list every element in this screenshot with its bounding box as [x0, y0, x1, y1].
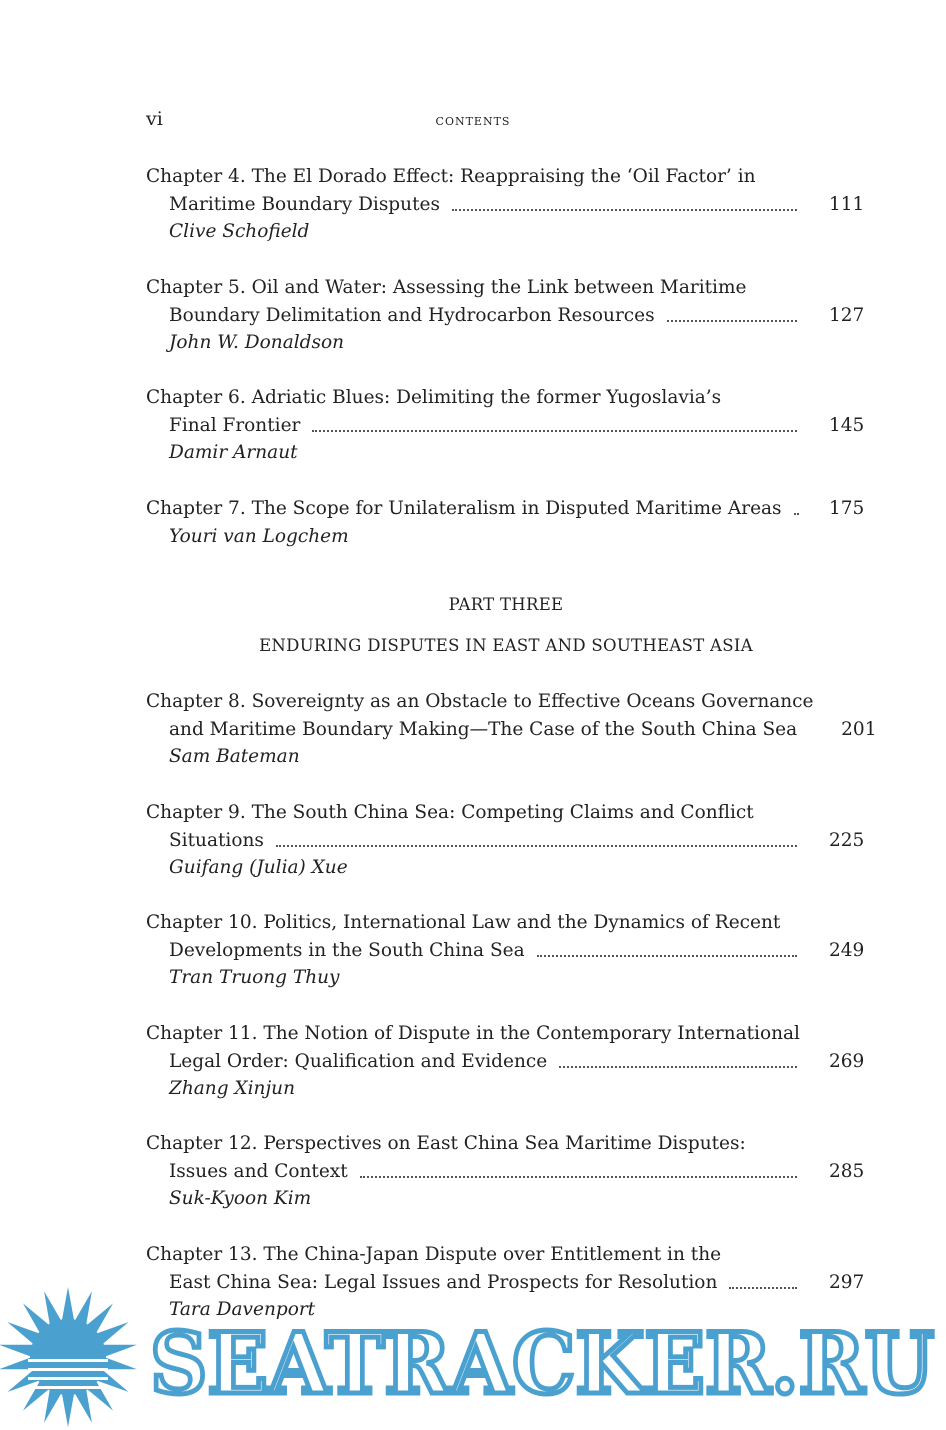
chapter-title-line-2: Maritime Boundary Disputes: [169, 193, 440, 215]
chapter-author: Clive Schofield: [169, 221, 310, 242]
page-ref[interactable]: 249: [829, 939, 865, 961]
chapter-title-line-2: Legal Order: Qualification and Evidence: [169, 1050, 548, 1072]
part-label: PART THREE: [448, 595, 564, 614]
chapter-title-line-1: Chapter 8. Sovereignty as an Obstacle to Effective Oceans Governance: [146, 691, 814, 712]
page-ref[interactable]: 201: [841, 718, 877, 740]
chapter-title-line-1: Chapter 10. Politics, International Law and the Dynamics of Recent: [146, 912, 781, 933]
chapter-author: Guifang (Julia) Xue: [169, 857, 348, 878]
dot-leader: [360, 1175, 797, 1178]
chapter-title-line-1: Chapter 6. Adriatic Blues: Delimiting the former Yugoslavia’s: [146, 387, 722, 408]
toc-entry-chapter-11[interactable]: [146, 1020, 863, 1103]
dot-leader: [312, 429, 797, 432]
chapter-title-line-1: Chapter 9. The South China Sea: Competing Claims and Conflict: [146, 802, 754, 823]
part-title: ENDURING DISPUTES IN EAST AND SOUTHEAST ASIA: [259, 636, 753, 655]
sun-icon: [0, 1287, 137, 1427]
toc-entry-chapter-7[interactable]: [146, 495, 863, 550]
page-ref[interactable]: 285: [829, 1160, 865, 1182]
page-ref[interactable]: 127: [829, 304, 865, 326]
toc-entry-chapter-12[interactable]: [146, 1130, 863, 1213]
dot-leader: [559, 1065, 797, 1068]
chapter-title-line-2: Boundary Delimitation and Hydrocarbon Resources: [169, 304, 655, 326]
watermark-text: SEATRACKER.RU: [150, 1314, 934, 1413]
page-ref[interactable]: 175: [829, 498, 865, 519]
page-ref[interactable]: 111: [829, 193, 865, 215]
chapter-title-line-1: Chapter 7. The Scope for Unilateralism in Disputed Maritime Areas: [146, 498, 782, 519]
dot-leader: [537, 954, 797, 957]
toc-entry-chapter-10[interactable]: [146, 909, 863, 992]
chapter-title-line-2: Situations: [169, 829, 264, 851]
chapter-title-line-2: Issues and Context: [169, 1160, 348, 1182]
chapter-title-line-1: Chapter 4. The El Dorado Effect: Reappraising the ‘Oil Factor’ in: [146, 166, 756, 187]
dot-leader: [667, 319, 797, 322]
page-number: vi: [146, 108, 163, 130]
dot-leader: [452, 208, 797, 211]
dot-leader: [276, 844, 797, 847]
chapter-title-line-2: Final Frontier: [169, 414, 301, 436]
toc-entry-chapter-8[interactable]: [146, 688, 877, 771]
page-ref[interactable]: 269: [829, 1050, 865, 1072]
chapter-author: Damir Arnaut: [169, 442, 298, 463]
page-ref[interactable]: 297: [829, 1271, 865, 1293]
chapter-title-line-1: Chapter 13. The China-Japan Dispute over Entitlement in the: [146, 1244, 722, 1265]
chapter-author: John W. Donaldson: [169, 332, 345, 353]
chapter-title-line-2: Developments in the South China Sea: [169, 939, 525, 961]
chapter-author: Suk-Kyoon Kim: [169, 1188, 312, 1209]
chapter-title-line-1: Chapter 11. The Notion of Dispute in the Contemporary International: [146, 1023, 800, 1044]
chapter-author: Tara Davenport: [169, 1299, 316, 1320]
chapter-author: Sam Bateman: [169, 746, 300, 767]
page-ref[interactable]: 225: [829, 829, 865, 851]
chapter-title-line-2: and Maritime Boundary Making—The Case of the South China Sea: [169, 718, 798, 740]
chapter-author: Zhang Xinjun: [169, 1078, 296, 1099]
toc-entry-chapter-6[interactable]: [146, 384, 863, 467]
page-ref[interactable]: 145: [829, 414, 865, 436]
toc-entry-chapter-9[interactable]: [146, 799, 863, 882]
chapter-title-line-1: Chapter 5. Oil and Water: Assessing the Link between Maritime: [146, 277, 747, 298]
dot-leader: [794, 512, 797, 515]
toc-entry-chapter-5[interactable]: [146, 274, 863, 357]
chapter-title-line-2: East China Sea: Legal Issues and Prospects for Resolution: [169, 1271, 718, 1293]
running-title: contents: [435, 111, 511, 129]
chapter-title-line-1: Chapter 12. Perspectives on East China Sea Maritime Disputes:: [146, 1133, 746, 1154]
chapter-author: Youri van Logchem: [169, 525, 349, 547]
chapter-author: Tran Truong Thuy: [169, 967, 340, 988]
toc-entry-chapter-4[interactable]: [146, 163, 863, 246]
seatracker-watermark: [0, 1275, 946, 1430]
